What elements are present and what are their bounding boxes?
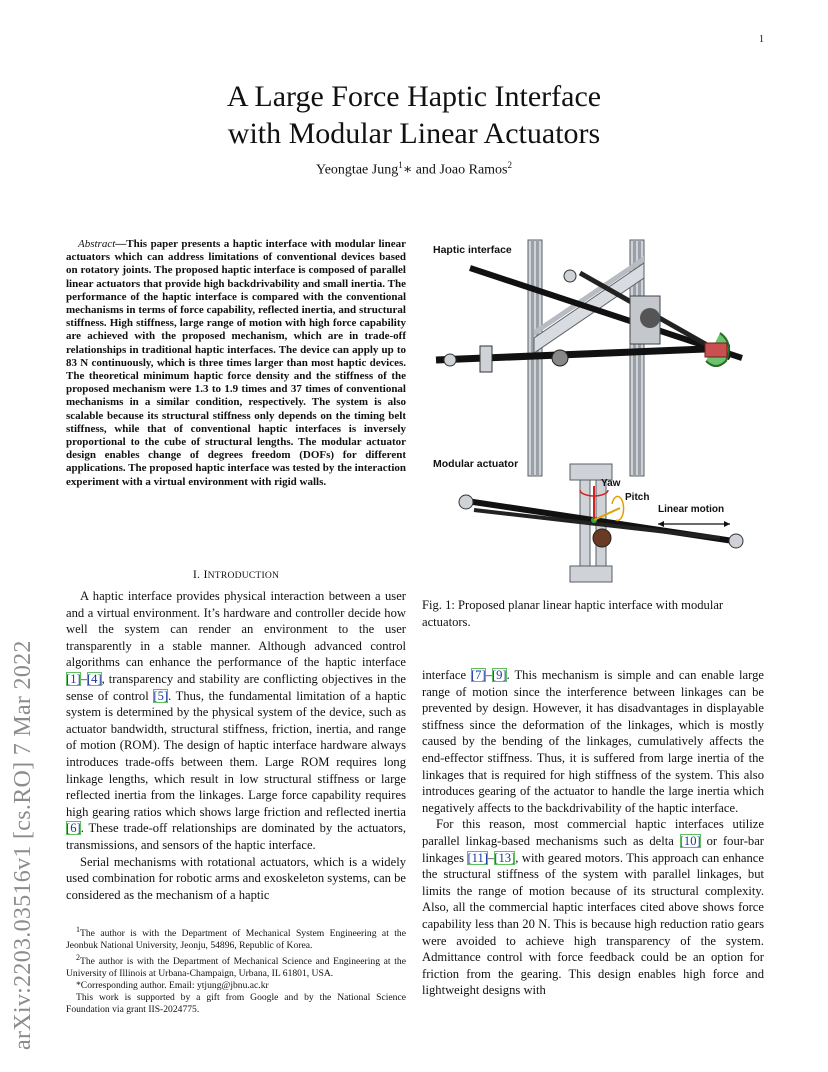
footnote-mark: 2 — [76, 953, 80, 963]
text-run: , transparency and stability are conflicting objectives in the sense of control — [66, 671, 406, 703]
footnote-1 — [66, 924, 406, 952]
text-run: interface — [422, 668, 471, 682]
figure-caption: Fig. 1: Proposed planar linear haptic interface with modular actuators. — [422, 598, 724, 629]
citation-link[interactable]: [10] — [679, 833, 701, 848]
text-run: A haptic interface provides physical interaction between a user and a virtual environment. It’s hardware and controller decide how well the system can render an environment to the user transparently in a stable manner. Although advanced control algorithms can enhance the performance of the haptic interface — [66, 589, 406, 670]
figure-label-linear-motion: Linear motion — [658, 504, 725, 515]
footnote-mark: 1 — [76, 925, 80, 934]
text-run: – — [487, 850, 495, 865]
citation-link[interactable]: [9] — [491, 668, 507, 682]
title-line-1: A Large Force Haptic Interface — [226, 80, 602, 113]
author-1-affiliation: 1 — [398, 160, 403, 170]
haptic-interface-drawing — [436, 240, 742, 476]
text-run: . Thus, the fundamental limitation of a haptic system is determined by the physical system of the device, such as actuator bandwidth, structural stiffness, friction, inertia, and range of motion (ROM). The design of haptic interface hardware always introduces trade-offs between them. Large ROM requires long linkage lengths, which result in low structural stiffness or large reflected inertia from the linkages. Large force capability requires high gearing ratios which shows large friction and reflected inertia — [66, 688, 407, 819]
footnote-text: The author is with the Department of Mechanical System Engineering at the Jeonbuk National University, Jeonju, 54896, Republic of Korea. — [66, 928, 406, 952]
figure-label-pitch: Pitch — [625, 492, 650, 503]
right-column-body — [422, 667, 764, 999]
corresponding-mark: ∗ — [402, 162, 413, 178]
citation-link[interactable]: [4] — [86, 671, 102, 686]
citation-link[interactable]: [1] — [66, 671, 81, 686]
text-run: . These trade-off relationships are dominated by the actuators, transmissions, and sensors of the haptic interface. — [66, 821, 406, 852]
text-run: – — [485, 668, 492, 682]
figure-illustration — [430, 238, 766, 588]
figure-label-haptic-interface: Haptic interface — [433, 244, 512, 256]
author-list — [0, 160, 828, 179]
section-rest: NTRODUCTION — [207, 570, 280, 581]
paper-title — [0, 78, 828, 152]
author-2: Joao Ramos — [439, 162, 508, 178]
page-number: 1 — [759, 34, 764, 45]
abstract — [66, 238, 406, 489]
text-run: , with geared motors. This approach can enhance the structural stiffness of the system with parallel linkages, but limits the range of motion because of its structural complexity. Also, all the commercial haptic interfaces cited above shows force capability less than 20 N. This is because high reduction ratio gears were avoided to achieve high transparency of the system. Admittance control with force feedback could be an option for friction from the gearing. This design enables high force and lightweight designs with — [422, 850, 764, 998]
section-first-letter: I — [203, 567, 208, 581]
footnote-text: This work is supported by a gift from Google and by the National Science Foundation via grant IIS-2024775. — [66, 992, 406, 1016]
footnote-4 — [66, 992, 406, 1016]
author-1: Yeongtae Jung — [316, 162, 399, 178]
intro-paragraph-1 — [66, 588, 406, 854]
author-2-affiliation: 2 — [507, 160, 512, 170]
abstract-dash: — — [115, 238, 127, 250]
section-heading — [66, 567, 406, 582]
arxiv-id: arXiv:2203.03516v1 [cs.RO] 7 Mar 2022 — [10, 640, 36, 1050]
intro-body — [66, 588, 406, 903]
text-run: – — [80, 671, 87, 686]
abstract-text: This paper presents a haptic interface with modular linear actuators which can address limitations of conventional devices based on rotatory joints. The proposed haptic interface is composed of parallel linear actuators that provide high backdrivability and small inertia. The performance of the haptic interface is compared with the conventional mechanisms in terms of force capability, reflected inertia, and structural stiffness. High stiffness, large range of motion with high force capability are achieved with the proposed mechanism, which are in trade-off relationships in traditional haptic interfaces. The device can apply up to 83 N continuously, which is three times larger than most haptic devices. The theoretical minimum haptic force density and the stiffness of the proposed mechanism were 1.3 to 1.9 times and 37 times of conventional mechanisms in a similar condition, respectively. The system is also scalable because its structural stiffness only depends on the timing belt stiffness, while that of conventional haptic interfaces is inversely proportional to the cube of structural lengths. The modular actuator design enables change of degrees freedom (DOFs) for different applications. The proposed haptic interface was tested by the interaction experiment with a virtual environment with rigid walls. — [66, 238, 406, 488]
section-number: I. — [192, 567, 204, 581]
text-run: . This mechanism is simple and can enable large range of motion since the interference between linkages can be prevented by design. However, it has disadvantages in displayable stiffness since the deformation of the linkages, which is mostly caused by the bending of the linkages, cumulatively affects the end-effector stiffness. Thus, it is suffered from large inertia of the linkages that is required for high stiffness of the system. This also introduces gearing of the actuator to handle the large inertia which negatively affects to the backdrivability of the haptic interface. — [422, 668, 764, 815]
arxiv-stamp — [10, 640, 58, 1050]
footnote-text: *Corresponding author. Email: ytjung@jbnu.ac.kr — [76, 980, 269, 992]
right-paragraph-1 — [422, 667, 764, 816]
figure-label-yaw: Yaw — [601, 478, 621, 489]
title-line-2: with Modular Linear Actuators — [227, 117, 601, 150]
abstract-label: Abstract — [78, 238, 116, 250]
figure-1 — [430, 238, 766, 588]
intro-paragraph-2: Serial mechanisms with rotational actuators, which is a widely used combination for robotic arms and exoskeleton systems, can be considered as the mechanism of a haptic — [66, 854, 406, 902]
citation-link[interactable]: [6] — [66, 821, 81, 836]
text-run: or four-bar linkages — [422, 833, 764, 865]
author-conjunction: and — [412, 162, 440, 178]
footnote-2 — [66, 952, 406, 980]
footnote-text: The author is with the Department of Mechanical Science and Engineering at the University of Illinois at Urbana-Champaign, Urbana, IL 61801, USA. — [66, 956, 406, 980]
citation-link[interactable]: [11] — [467, 850, 488, 865]
citation-link[interactable]: [5] — [153, 688, 169, 703]
right-paragraph-2 — [422, 816, 764, 999]
figure-label-modular-actuator: Modular actuator — [433, 458, 519, 470]
footnote-3 — [66, 980, 406, 992]
text-run: For this reason, most commercial haptic interfaces utilize parallel linkag-based mechanisms such as delta — [422, 817, 764, 848]
citation-link[interactable]: [7] — [470, 668, 486, 682]
citation-link[interactable]: [13] — [494, 850, 516, 865]
footnotes — [66, 924, 406, 1016]
